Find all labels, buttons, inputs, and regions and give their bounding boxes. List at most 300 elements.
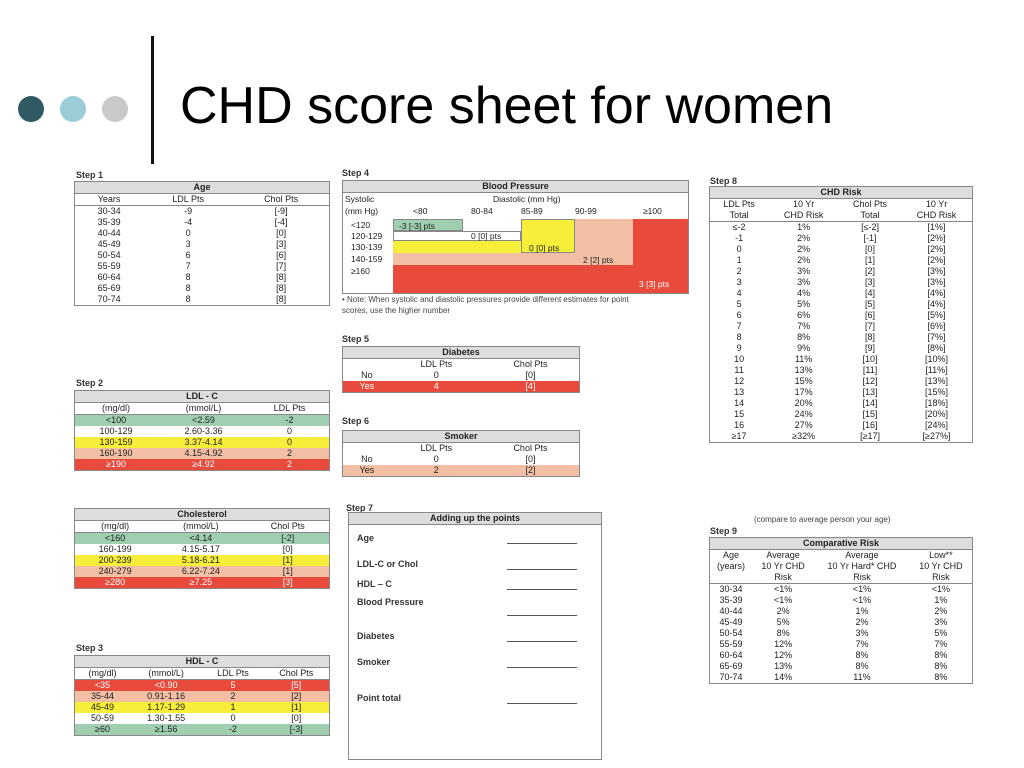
step2-chol-table bbox=[74, 508, 330, 589]
table-title: Blood Pressure bbox=[343, 181, 688, 193]
step5-label: Step 5 bbox=[342, 334, 370, 344]
mmhg-label: (mm Hg) bbox=[345, 206, 379, 216]
table-cell: [8%] bbox=[927, 343, 946, 353]
column-header: (mmol/L) bbox=[155, 521, 246, 533]
table-cell: 35-44 bbox=[91, 691, 115, 701]
table-title: Diabetes bbox=[343, 347, 579, 359]
table-title: Comparative Risk bbox=[710, 538, 972, 550]
table-cell: [-3] bbox=[289, 724, 303, 734]
table-cell: 130-159 bbox=[99, 437, 133, 447]
table-row bbox=[710, 365, 972, 376]
table-cell: 20% bbox=[794, 398, 813, 408]
title-divider bbox=[151, 36, 154, 164]
step1-age-table bbox=[74, 181, 330, 306]
table-cell: [8] bbox=[276, 294, 287, 304]
table-title: Age bbox=[75, 182, 329, 194]
bullet-dot-1 bbox=[18, 96, 44, 122]
table-cell: [1] bbox=[282, 566, 293, 576]
table-cell: 55-59 bbox=[97, 261, 121, 271]
table-cell: [10%] bbox=[925, 354, 949, 364]
table-cell: 7 bbox=[185, 261, 191, 271]
table-cell: [24%] bbox=[925, 420, 949, 430]
table-cell: 6 bbox=[185, 250, 191, 260]
column-header: Average bbox=[766, 550, 800, 560]
table-row bbox=[343, 454, 579, 465]
table-cell: [8] bbox=[276, 272, 287, 282]
column-header: (years) bbox=[717, 561, 746, 571]
column-header: (mmol/L) bbox=[157, 403, 250, 415]
table-row bbox=[710, 354, 972, 365]
table-cell: 1 bbox=[736, 255, 742, 265]
table-row bbox=[75, 283, 329, 294]
step6-smoker-table bbox=[342, 430, 580, 477]
table-cell: 24% bbox=[794, 409, 813, 419]
table-cell: 5 bbox=[736, 299, 742, 309]
table-row bbox=[710, 266, 972, 277]
table-row bbox=[75, 555, 329, 566]
table-cell: [0] bbox=[276, 228, 287, 238]
table-cell: 2% bbox=[797, 233, 811, 243]
table-cell: 5 bbox=[230, 680, 236, 690]
bp-pts-3: 0 [0] pts bbox=[529, 243, 560, 253]
table-cell: [9] bbox=[865, 343, 876, 353]
table-cell: [0] bbox=[291, 713, 302, 723]
table-cell: ≥4.92 bbox=[192, 459, 215, 469]
table-row bbox=[710, 222, 972, 234]
table-row bbox=[75, 724, 329, 735]
table-cell: 8% bbox=[934, 672, 948, 682]
table-cell: 3.37-4.14 bbox=[184, 437, 223, 447]
table-cell: 8% bbox=[934, 661, 948, 671]
points-row-label: HDL – C bbox=[357, 579, 392, 589]
table-cell: 12% bbox=[774, 639, 793, 649]
table-row bbox=[75, 272, 329, 283]
table-cell: Yes bbox=[359, 465, 375, 475]
slide-title: CHD score sheet for women bbox=[180, 77, 834, 135]
table-cell: [13] bbox=[862, 387, 878, 397]
table-cell: 50-54 bbox=[97, 250, 121, 260]
table-cell: [0] bbox=[865, 244, 876, 254]
table-cell: 65-69 bbox=[719, 661, 743, 671]
diastolic-column-label: 80-84 bbox=[471, 206, 493, 216]
table-cell: ≤-2 bbox=[732, 222, 746, 232]
table-cell: 65-69 bbox=[97, 283, 121, 293]
table-cell: 8% bbox=[934, 650, 948, 660]
table-cell: [16] bbox=[862, 420, 878, 430]
table-cell: 15 bbox=[734, 409, 745, 419]
table-cell: 15% bbox=[794, 376, 813, 386]
table-cell: 30-34 bbox=[719, 584, 743, 594]
bp-zone-120 bbox=[393, 231, 521, 241]
diastolic-label: Diastolic (mm Hg) bbox=[493, 194, 561, 204]
table-cell: 2% bbox=[797, 244, 811, 254]
table-row bbox=[710, 288, 972, 299]
table-cell: 13% bbox=[774, 661, 793, 671]
table-cell: [-1] bbox=[863, 233, 877, 243]
points-row-label: Point total bbox=[357, 693, 401, 703]
table-row bbox=[75, 426, 329, 437]
column-header: Total bbox=[839, 210, 901, 222]
systolic-label: Systolic bbox=[345, 194, 375, 204]
table-cell: [10] bbox=[862, 354, 878, 364]
table-cell: [-9] bbox=[274, 206, 288, 216]
table-cell: 8% bbox=[855, 661, 869, 671]
column-header: Age bbox=[723, 550, 740, 560]
table-cell: <1% bbox=[773, 595, 793, 605]
table-row bbox=[75, 680, 329, 692]
step5-diabetes-table bbox=[342, 346, 580, 393]
table-cell: <100 bbox=[105, 415, 127, 425]
table-cell: <1% bbox=[773, 584, 793, 594]
table-cell: 2% bbox=[776, 606, 790, 616]
table-cell: 4.15-4.92 bbox=[184, 448, 223, 458]
table-cell: [0] bbox=[525, 370, 536, 380]
table-row bbox=[710, 233, 972, 244]
table-row bbox=[710, 639, 972, 650]
table-cell: 13% bbox=[794, 365, 813, 375]
table-cell: [15] bbox=[862, 409, 878, 419]
table-cell: [5%] bbox=[927, 310, 946, 320]
column-header: Chol Pts bbox=[853, 199, 888, 209]
table-cell: 35-39 bbox=[719, 595, 743, 605]
table-cell: -1 bbox=[735, 233, 744, 243]
table-cell: 1% bbox=[855, 606, 869, 616]
table-cell: 160-199 bbox=[98, 544, 132, 554]
table-cell: [1] bbox=[282, 555, 293, 565]
step7-label: Step 7 bbox=[346, 503, 374, 513]
points-row-label: Smoker bbox=[357, 657, 391, 667]
table-cell: [2] bbox=[865, 266, 876, 276]
table-cell: 2% bbox=[855, 617, 869, 627]
table-row bbox=[710, 255, 972, 266]
table-title: Adding up the points bbox=[349, 513, 601, 525]
table-cell: 3 bbox=[736, 277, 742, 287]
table-cell: 0 bbox=[433, 454, 439, 464]
step2-ldl-table bbox=[74, 390, 330, 471]
table-cell: [0] bbox=[525, 454, 536, 464]
table-row bbox=[75, 294, 329, 305]
table-cell: 5.18-6.21 bbox=[181, 555, 220, 565]
table-row bbox=[710, 584, 972, 596]
table-row bbox=[75, 702, 329, 713]
table-cell: [20%] bbox=[925, 409, 949, 419]
column-header: 10 Yr bbox=[925, 199, 948, 209]
column-header: Chol Pts bbox=[247, 521, 330, 533]
table-cell: [7%] bbox=[927, 332, 946, 342]
column-header: LDL Pts bbox=[143, 194, 233, 206]
table-cell: <35 bbox=[94, 680, 111, 690]
table-cell: No bbox=[361, 370, 373, 380]
table-row bbox=[710, 310, 972, 321]
column-header: Chol Pts bbox=[513, 443, 548, 453]
table-cell: 9% bbox=[797, 343, 811, 353]
table-cell: ≥1.56 bbox=[154, 724, 178, 734]
points-entry-line[interactable] bbox=[507, 589, 577, 590]
table-cell: [3] bbox=[276, 239, 287, 249]
table-cell: [2%] bbox=[927, 244, 946, 254]
table-cell: 3% bbox=[855, 628, 869, 638]
table-cell: [6%] bbox=[927, 321, 946, 331]
column-header: Low** bbox=[929, 550, 953, 560]
table-cell: 5% bbox=[797, 299, 811, 309]
table-cell: [4%] bbox=[927, 299, 946, 309]
table-cell: 40-44 bbox=[719, 606, 743, 616]
table-cell: 2% bbox=[797, 255, 811, 265]
table-cell: 7% bbox=[797, 321, 811, 331]
table-cell: 12 bbox=[734, 376, 745, 386]
column-header: Average bbox=[845, 550, 879, 560]
table-cell: 45-49 bbox=[719, 617, 743, 627]
table-cell: 2 bbox=[433, 465, 439, 475]
blank-header bbox=[343, 359, 391, 371]
table-cell: 0 bbox=[230, 713, 236, 723]
table-cell: -2 bbox=[285, 415, 294, 425]
table-cell: [3%] bbox=[927, 277, 946, 287]
table-cell: 70-74 bbox=[97, 294, 121, 304]
table-cell: [12] bbox=[862, 376, 878, 386]
table-cell: 1.17-1.29 bbox=[147, 702, 186, 712]
column-header: Risk bbox=[752, 572, 814, 584]
table-cell: 2% bbox=[934, 606, 948, 616]
bp-zone-140 bbox=[393, 253, 575, 265]
table-cell: <4.14 bbox=[189, 533, 213, 543]
table-cell: 16 bbox=[734, 420, 745, 430]
step9-comparative-risk-table bbox=[709, 537, 973, 684]
table-cell: 13 bbox=[734, 387, 745, 397]
table-cell: [5] bbox=[865, 299, 876, 309]
table-cell: 8% bbox=[776, 628, 790, 638]
table-cell: 5% bbox=[776, 617, 790, 627]
points-entry-line[interactable] bbox=[507, 615, 577, 616]
table-cell: [4] bbox=[865, 288, 876, 298]
table-row bbox=[75, 691, 329, 702]
table-row bbox=[75, 261, 329, 272]
table-cell: 0 bbox=[286, 426, 292, 436]
step4-label: Step 4 bbox=[342, 168, 370, 178]
points-row-label: Diabetes bbox=[357, 631, 395, 641]
step2-label: Step 2 bbox=[76, 378, 104, 388]
table-row bbox=[75, 577, 329, 588]
table-cell: 2 bbox=[736, 266, 742, 276]
table-cell: [≤-2] bbox=[861, 222, 880, 232]
table-row bbox=[75, 533, 329, 545]
column-header: 10 Yr Hard* CHD bbox=[827, 561, 897, 571]
step4-bp-grid bbox=[342, 180, 689, 294]
table-title: Smoker bbox=[343, 431, 579, 443]
table-cell: 4 bbox=[736, 288, 742, 298]
table-cell: 1% bbox=[797, 222, 811, 232]
table-cell: 11% bbox=[853, 672, 871, 682]
bullet-dot-2 bbox=[60, 96, 86, 122]
table-cell: <160 bbox=[105, 533, 126, 543]
table-row bbox=[710, 343, 972, 354]
table-cell: 8% bbox=[855, 650, 869, 660]
table-row bbox=[75, 437, 329, 448]
table-cell: 2 bbox=[286, 459, 292, 469]
table-cell: [8] bbox=[276, 283, 287, 293]
table-cell: ≥60 bbox=[95, 724, 110, 734]
table-cell: [-2] bbox=[281, 533, 295, 543]
points-entry-line[interactable] bbox=[507, 641, 577, 642]
table-cell: [2%] bbox=[927, 255, 946, 265]
table-cell: -9 bbox=[184, 206, 193, 216]
table-row bbox=[75, 713, 329, 724]
table-title: LDL - C bbox=[75, 391, 329, 403]
table-cell: ≥32% bbox=[792, 431, 816, 441]
table-cell: -4 bbox=[184, 217, 193, 227]
table-row bbox=[710, 606, 972, 617]
table-cell: ≥17 bbox=[731, 431, 747, 441]
step3-hdl-table bbox=[74, 655, 330, 736]
table-cell: [≥27%] bbox=[922, 431, 951, 441]
step1-label: Step 1 bbox=[76, 170, 104, 180]
column-header: Total bbox=[710, 210, 768, 222]
table-cell: [≥17] bbox=[860, 431, 881, 441]
table-cell: 30-34 bbox=[97, 206, 121, 216]
points-entry-line[interactable] bbox=[507, 569, 577, 570]
table-cell: <0.90 bbox=[154, 680, 178, 690]
points-row-label: Age bbox=[357, 533, 375, 543]
table-cell: 8% bbox=[797, 332, 811, 342]
table-row bbox=[75, 239, 329, 250]
points-entry-line[interactable] bbox=[507, 703, 577, 704]
column-header: (mg/dl) bbox=[75, 668, 130, 680]
table-cell: [11%] bbox=[925, 365, 948, 375]
table-row bbox=[75, 228, 329, 239]
compare-caption: (compare to average person your age) bbox=[754, 515, 891, 524]
column-header: (mmol/L) bbox=[130, 668, 202, 680]
table-cell: [15%] bbox=[925, 387, 949, 397]
table-cell: <1% bbox=[852, 584, 872, 594]
table-cell: [4%] bbox=[927, 288, 946, 298]
column-header: LDL Pts bbox=[250, 403, 329, 415]
table-row bbox=[343, 381, 579, 392]
table-row bbox=[710, 420, 972, 431]
table-cell: [1] bbox=[865, 255, 876, 265]
table-title: HDL - C bbox=[75, 656, 329, 668]
bp-zone-160 bbox=[393, 265, 633, 293]
table-cell: [3%] bbox=[927, 266, 946, 276]
table-row bbox=[710, 672, 972, 683]
table-cell: 60-64 bbox=[97, 272, 121, 282]
table-cell: 9 bbox=[736, 343, 742, 353]
blank-header bbox=[343, 443, 391, 455]
column-header: LDL Pts bbox=[420, 443, 453, 453]
table-row bbox=[710, 299, 972, 310]
table-cell: <1% bbox=[931, 584, 951, 594]
table-cell: No bbox=[361, 454, 373, 464]
table-cell: [6] bbox=[865, 310, 876, 320]
table-row bbox=[710, 617, 972, 628]
table-cell: 4% bbox=[797, 288, 811, 298]
table-cell: -2 bbox=[228, 724, 237, 734]
table-row bbox=[710, 244, 972, 255]
points-entry-line[interactable] bbox=[507, 667, 577, 668]
column-header: 10 Yr CHD bbox=[919, 561, 963, 571]
table-row bbox=[343, 465, 579, 476]
table-row bbox=[710, 661, 972, 672]
step6-label: Step 6 bbox=[342, 416, 370, 426]
table-cell: 50-54 bbox=[719, 628, 743, 638]
column-header: Risk bbox=[910, 572, 972, 584]
table-cell: 55-59 bbox=[719, 639, 743, 649]
table-cell: 0 bbox=[185, 228, 191, 238]
diastolic-column-label: ≥100 bbox=[643, 206, 662, 216]
table-cell: 12% bbox=[774, 650, 793, 660]
table-row bbox=[710, 387, 972, 398]
table-row bbox=[710, 321, 972, 332]
table-cell: [1] bbox=[291, 702, 302, 712]
table-cell: [1%] bbox=[927, 222, 946, 232]
table-cell: 8 bbox=[185, 272, 191, 282]
table-cell: 7% bbox=[934, 639, 948, 649]
table-cell: 1% bbox=[934, 595, 948, 605]
bp-zone-130 bbox=[393, 241, 521, 253]
diastolic-column-label: 85-89 bbox=[521, 206, 543, 216]
points-row-label: LDL-C or Chol bbox=[357, 559, 418, 569]
column-header: LDL Pts bbox=[723, 199, 755, 209]
table-cell: 1.30-1.55 bbox=[147, 713, 186, 723]
column-header bbox=[710, 572, 752, 584]
table-cell: 8 bbox=[185, 283, 191, 293]
table-row bbox=[710, 431, 972, 442]
table-row bbox=[710, 595, 972, 606]
table-row bbox=[75, 217, 329, 228]
bp-pts-1: -3 [-3] pts bbox=[399, 221, 435, 231]
table-cell: 8 bbox=[185, 294, 191, 304]
table-cell: [18%] bbox=[925, 398, 949, 408]
table-cell: [2] bbox=[525, 465, 536, 475]
table-cell: 14% bbox=[774, 672, 793, 682]
table-row bbox=[710, 332, 972, 343]
column-header: 10 Yr bbox=[792, 199, 815, 209]
systolic-row-label: ≥160 bbox=[351, 266, 370, 276]
table-cell: ≥190 bbox=[106, 459, 126, 469]
table-cell: 2.60-3.36 bbox=[184, 426, 223, 436]
points-entry-line[interactable] bbox=[507, 543, 577, 544]
column-header: (mg/dl) bbox=[75, 403, 157, 415]
table-cell: 11% bbox=[794, 354, 813, 364]
table-cell: <2.59 bbox=[192, 415, 215, 425]
table-cell: ≥7.25 bbox=[189, 577, 213, 587]
bp-pts-5: 3 [3] pts bbox=[639, 279, 670, 289]
column-header: CHD Risk bbox=[768, 210, 839, 222]
column-header: LDL Pts bbox=[202, 668, 263, 680]
table-cell: [2] bbox=[291, 691, 302, 701]
table-cell: [13%] bbox=[925, 376, 949, 386]
table-row bbox=[710, 628, 972, 639]
table-row bbox=[75, 459, 329, 470]
table-row bbox=[343, 370, 579, 381]
table-row bbox=[710, 650, 972, 661]
table-row bbox=[75, 415, 329, 427]
table-cell: 60-64 bbox=[719, 650, 743, 660]
table-cell: 0 bbox=[736, 244, 742, 254]
table-cell: 200-239 bbox=[98, 555, 132, 565]
step8-label: Step 8 bbox=[710, 176, 738, 186]
table-cell: [7] bbox=[865, 321, 876, 331]
step9-label: Step 9 bbox=[710, 526, 738, 536]
bullet-dot-3 bbox=[102, 96, 128, 122]
table-cell: 3 bbox=[185, 239, 191, 249]
systolic-row-label: <120 bbox=[351, 220, 371, 230]
table-cell: 3% bbox=[934, 617, 948, 627]
diastolic-column-label: 90-99 bbox=[575, 206, 597, 216]
systolic-row-label: 130-139 bbox=[351, 242, 383, 252]
table-cell: 240-279 bbox=[98, 566, 132, 576]
table-cell: 0 bbox=[433, 370, 439, 380]
table-cell: 45-49 bbox=[97, 239, 121, 249]
